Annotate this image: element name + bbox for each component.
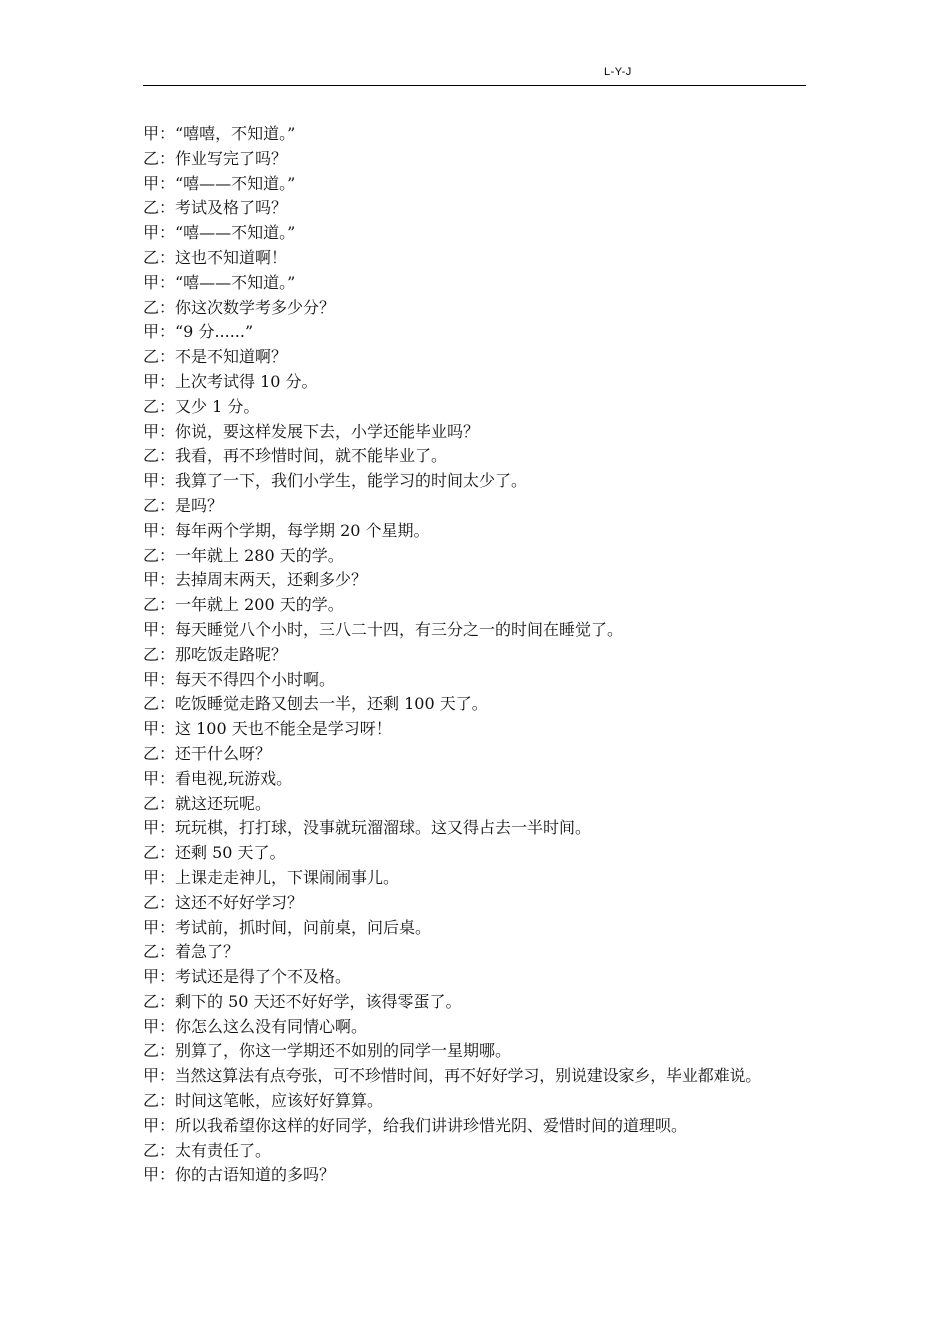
dialogue-line: 乙：别算了，你这一学期还不如别的同学一星期哪。 (143, 1041, 512, 1061)
dialogue-line: 甲：看电视,玩游戏。 (143, 768, 293, 788)
dialogue-line: 乙：一年就上 200 天的学。 (143, 595, 344, 615)
dialogue-line: 甲：去掉周末两天，还剩多少？ (143, 570, 368, 590)
dialogue-line: 甲：玩玩棋，打打球，没事就玩溜溜球。这又得占去一半时间。 (143, 818, 592, 838)
dialogue-line: 甲：每年两个学期，每学期 20 个星期。 (143, 520, 430, 540)
dialogue-line: 甲：当然这算法有点夸张，可不珍惜时间，再不好好学习，别说建设家乡，毕业都难说。 (143, 1066, 762, 1086)
dialogue-line: 甲：我算了一下，我们小学生，能学习的时间太少了。 (143, 471, 528, 491)
dialogue-line: 甲：“嘻嘻，不知道。” (143, 124, 296, 143)
dialogue-line: 乙：一年就上 280 天的学。 (143, 545, 344, 565)
dialogue-line: 甲：考试前，抓时间，问前桌，问后桌。 (143, 917, 432, 937)
dialogue-line: 乙：时间这笔帐，应该好好算算。 (143, 1091, 384, 1111)
dialogue-line: 乙：又少 1 分。 (143, 396, 260, 416)
dialogue-line: 乙：这还不好好学习？ (143, 892, 304, 912)
dialogue-line: 甲：“嘻——不知道。” (143, 223, 296, 243)
dialogue-line: 乙：就这还玩呢。 (143, 793, 272, 813)
dialogue-line: 甲：每天不得四个小时啊。 (143, 669, 336, 689)
dialogue-line: 乙：作业写完了吗？ (143, 148, 288, 168)
dialogue-line: 甲：“9 分......” (143, 322, 254, 342)
dialogue-line: 乙：太有责任了。 (143, 1140, 272, 1160)
dialogue-line: 乙：着急了？ (143, 942, 240, 962)
dialogue-line: 乙：吃饭睡觉走路又刨去一半，还剩 100 天了。 (143, 694, 488, 714)
dialogue-line: 甲：你怎么这么没有同情心啊。 (143, 1016, 368, 1036)
dialogue-line: 甲：“嘻——不知道。” (143, 173, 296, 193)
dialogue-line: 乙：不是不知道啊？ (143, 347, 288, 367)
dialogue-line: 乙：考试及格了吗？ (143, 198, 288, 218)
dialogue-line: 甲：上次考试得 10 分。 (143, 371, 318, 391)
dialogue-line: 乙：我看，再不珍惜时间，就不能毕业了。 (143, 446, 448, 466)
dialogue-line: 乙：你这次数学考多少分？ (143, 297, 336, 317)
dialogue-line: 甲：你说，要这样发展下去，小学还能毕业吗？ (143, 421, 480, 441)
dialogue-line: 乙：是吗？ (143, 495, 224, 515)
dialogue-line: 乙：剩下的 50 天还不好好学，该得零蛋了。 (143, 991, 462, 1011)
dialogue-line: 甲：上课走走神儿，下课闹闹事儿。 (143, 867, 400, 887)
dialogue-line: 甲：所以我希望你这样的好同学，给我们讲讲珍惜光阴、爱惜时间的道理呗。 (143, 1115, 688, 1135)
header-mark: L-Y-J (604, 66, 632, 78)
dialogue-line: 甲：每天睡觉八个小时，三八二十四，有三分之一的时间在睡觉了。 (143, 619, 624, 639)
dialogue-line: 甲：这 100 天也不能全是学习呀！ (143, 719, 392, 739)
dialogue-list (143, 122, 813, 1188)
dialogue-line: 乙：还剩 50 天了。 (143, 843, 286, 863)
dialogue-line: 乙：还干什么呀？ (143, 743, 272, 763)
page-header (143, 60, 806, 86)
dialogue-line: 乙：那吃饭走路呢？ (143, 644, 288, 664)
dialogue-line: 乙：这也不知道啊！ (143, 247, 288, 267)
dialogue-line: 甲：你的古语知道的多吗？ (143, 1165, 336, 1185)
dialogue-line: 甲：“嘻——不知道。” (143, 272, 296, 292)
dialogue-line: 甲：考试还是得了个不及格。 (143, 967, 352, 987)
